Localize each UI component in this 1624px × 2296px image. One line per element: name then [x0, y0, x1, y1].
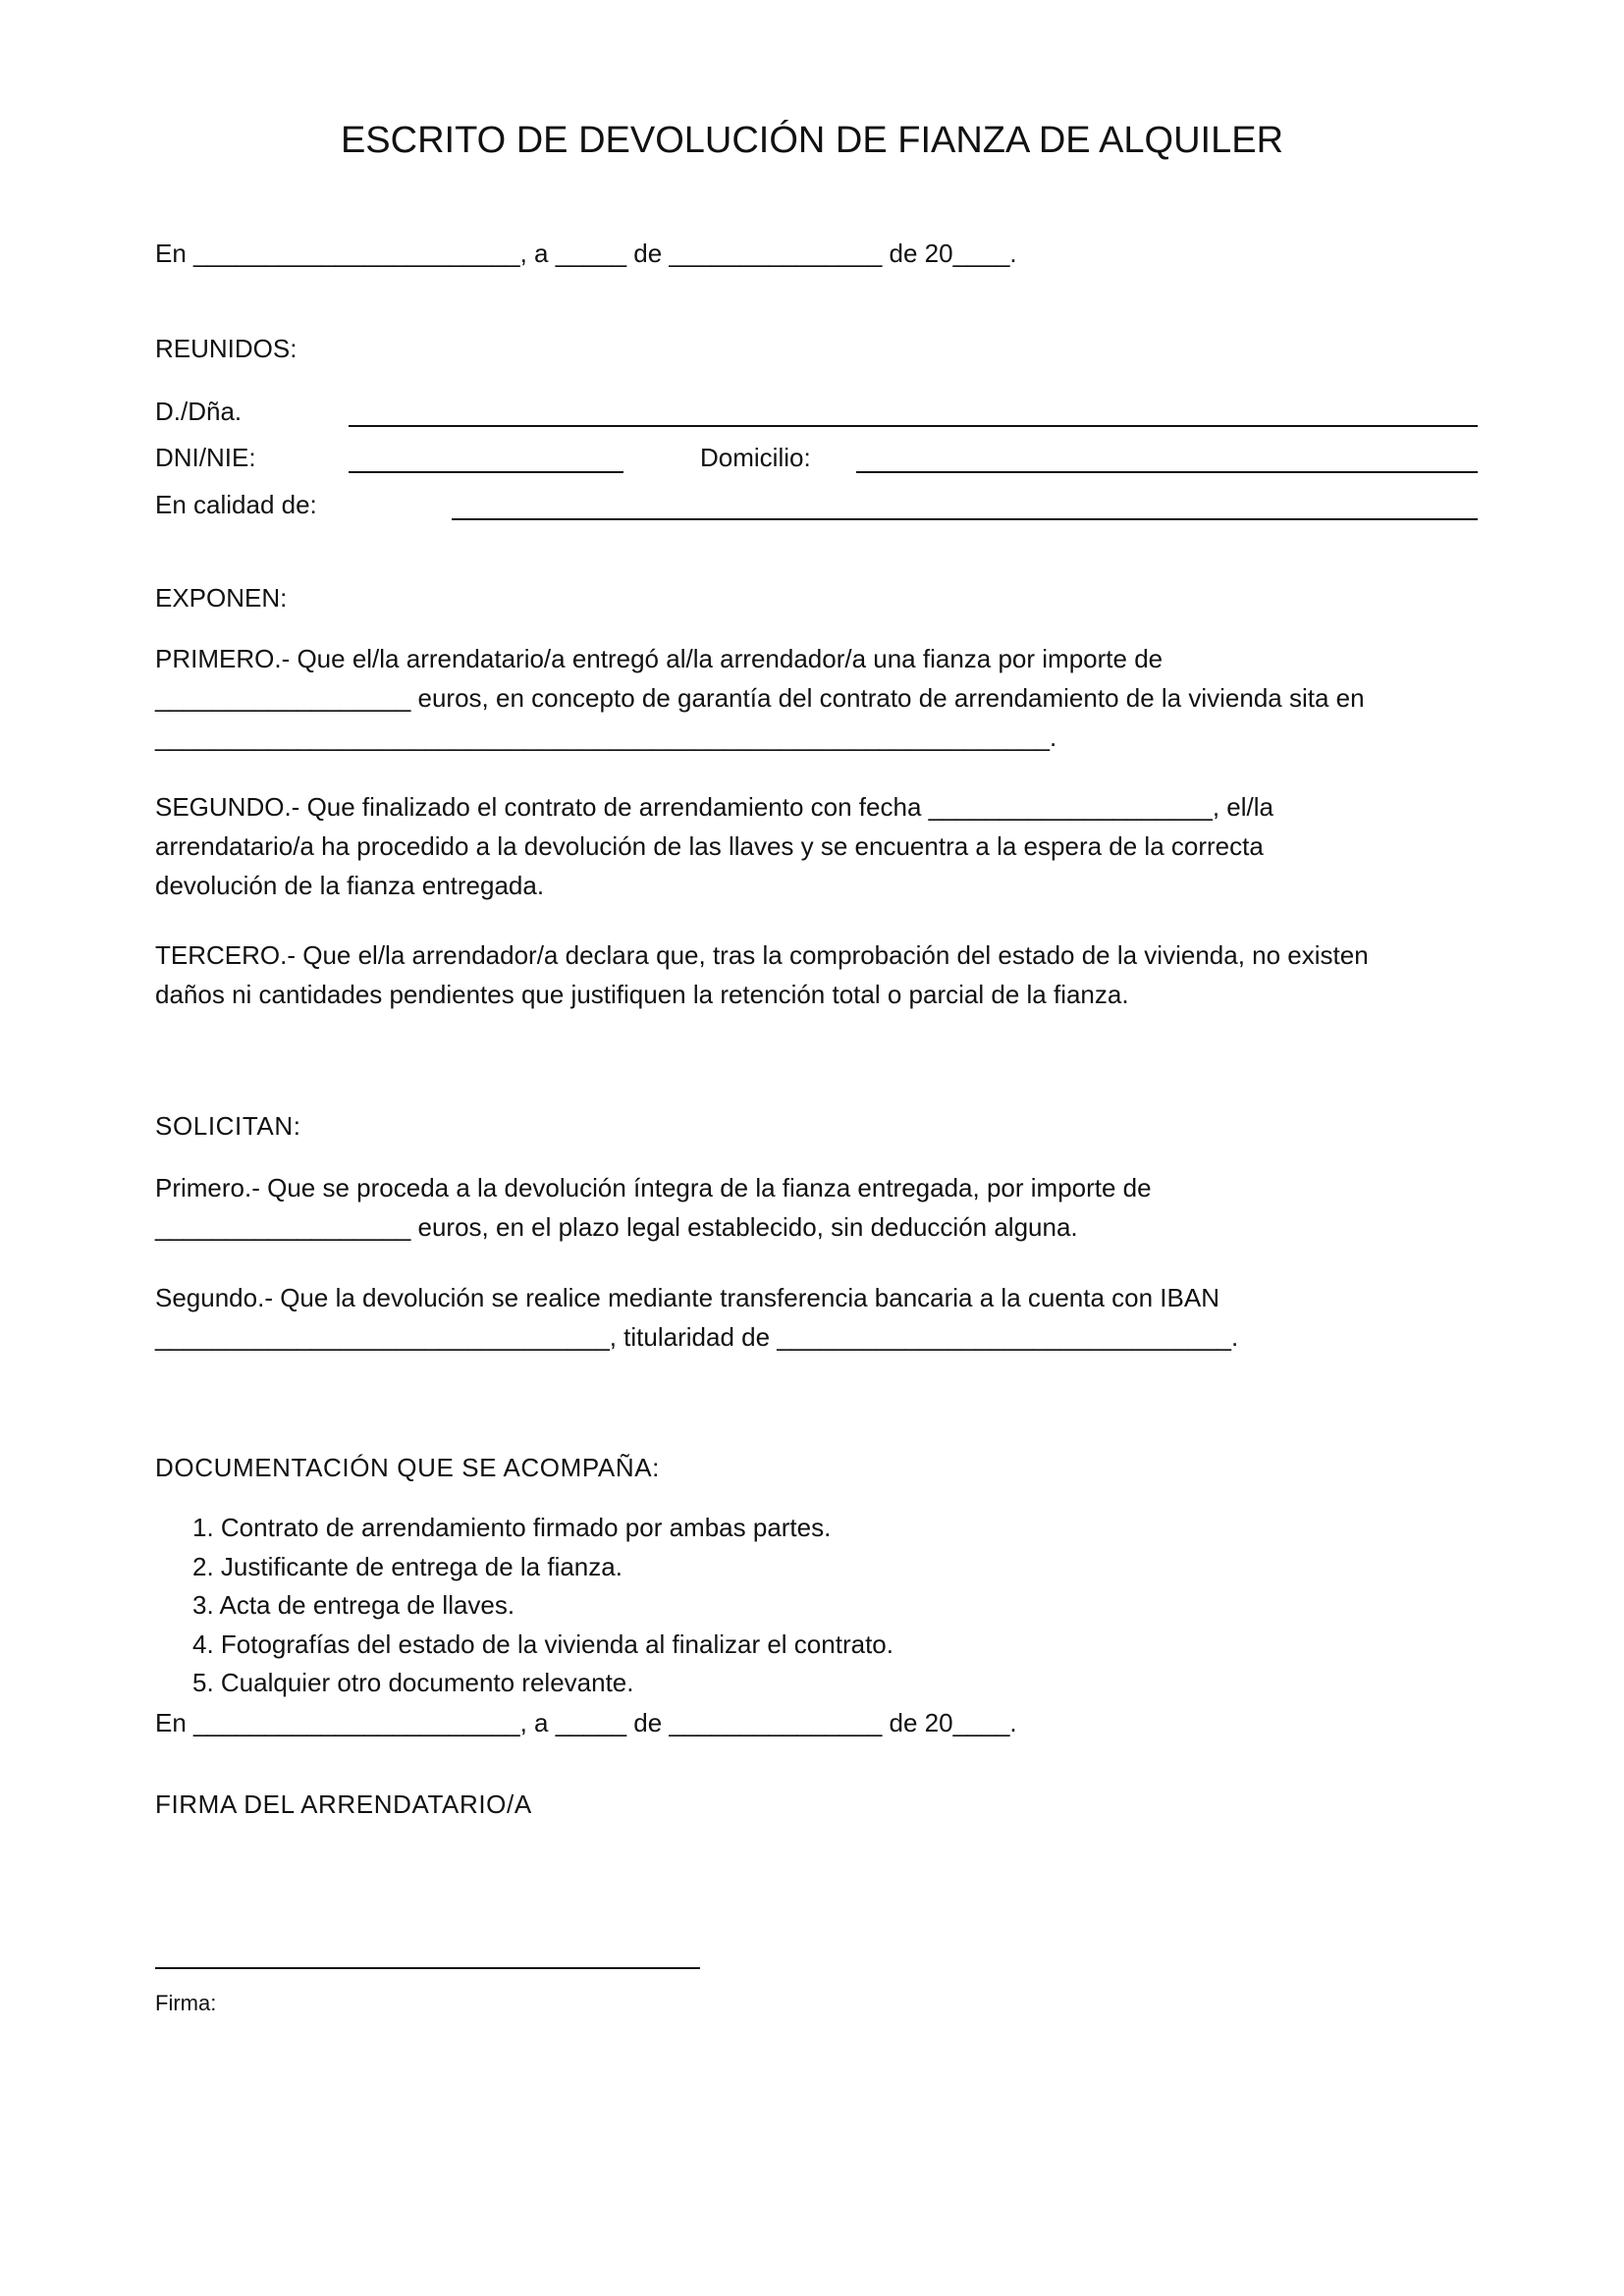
list-item: 1. Contrato de arrendamiento firmado por ambas partes. — [192, 1513, 832, 1542]
document-title: ESCRITO DE DEVOLUCIÓN DE FIANZA DE ALQUILER — [340, 120, 1284, 161]
exponen-primero-line-3: _______________________________________________________________. — [155, 722, 1057, 752]
solicitan-primero-line-1: Primero.- Que se proceda a la devolución íntegra de la fianza entregada, por importe de — [155, 1173, 1152, 1202]
exponen-primero-line-2: __________________ euros, en concepto de garantía del contrato de arrendamiento de la vivienda sita en — [155, 683, 1365, 713]
solicitan-heading: SOLICITAN: — [155, 1111, 301, 1141]
documentacion-heading: DOCUMENTACIÓN QUE SE ACOMPAÑA: — [155, 1453, 660, 1482]
domicilio-label: Domicilio: — [700, 443, 811, 472]
list-item: 3. Acta de entrega de llaves. — [192, 1590, 515, 1620]
reunidos-heading: REUNIDOS: — [155, 334, 298, 363]
dni-field-line[interactable] — [349, 471, 623, 473]
signature-label: Firma: — [155, 1991, 217, 2015]
list-item: 4. Fotografías del estado de la vivienda al finalizar el contrato. — [192, 1629, 893, 1659]
exponen-tercero-line-2: daños ni cantidades pendientes que justifiquen la retención total o parcial de la fianza. — [155, 980, 1129, 1009]
documentacion-list — [192, 1509, 893, 1703]
exponen-tercero-line-1: TERCERO.- Que el/la arrendador/a declara que, tras la comprobación del estado de la vivienda, no existen — [155, 940, 1369, 970]
name-field-line[interactable] — [349, 425, 1478, 427]
solicitan-segundo-line-2: ________________________________, titularidad de ________________________________. — [155, 1322, 1239, 1352]
exponen-primero-line-1: PRIMERO.- Que el/la arrendatario/a entregó al/la arrendador/a una fianza por importe de — [155, 644, 1164, 673]
list-item: 5. Cualquier otro documento relevante. — [192, 1668, 634, 1697]
solicitan-primero-line-2: __________________ euros, en el plazo legal establecido, sin deducción alguna. — [155, 1212, 1078, 1242]
exponen-segundo-line-3: devolución de la fianza entregada. — [155, 871, 545, 900]
closing-date-line: En _______________________, a _____ de _______________ de 20____. — [155, 1708, 1017, 1737]
list-item: 2. Justificante de entrega de la fianza. — [192, 1551, 623, 1581]
dni-label: DNI/NIE: — [155, 443, 256, 472]
capacity-field-line[interactable] — [452, 518, 1478, 520]
domicilio-field-line[interactable] — [856, 471, 1478, 473]
place-date-line: En _______________________, a _____ de _______________ de 20____. — [155, 239, 1017, 268]
exponen-segundo-line-1: SEGUNDO.- Que finalizado el contrato de arrendamiento con fecha ____________________, el/la — [155, 792, 1273, 822]
exponen-segundo-line-2: arrendatario/a ha procedido a la devolución de las llaves y se encuentra a la espera de la correcta — [155, 831, 1264, 861]
signature-line[interactable] — [155, 1967, 700, 1969]
capacity-label: En calidad de: — [155, 490, 317, 519]
exponen-heading: EXPONEN: — [155, 583, 288, 613]
name-label: D./Dña. — [155, 397, 243, 426]
signature-heading: FIRMA DEL ARRENDATARIO/A — [155, 1789, 532, 1819]
solicitan-segundo-line-1: Segundo.- Que la devolución se realice mediante transferencia bancaria a la cuenta con IBAN — [155, 1283, 1219, 1312]
